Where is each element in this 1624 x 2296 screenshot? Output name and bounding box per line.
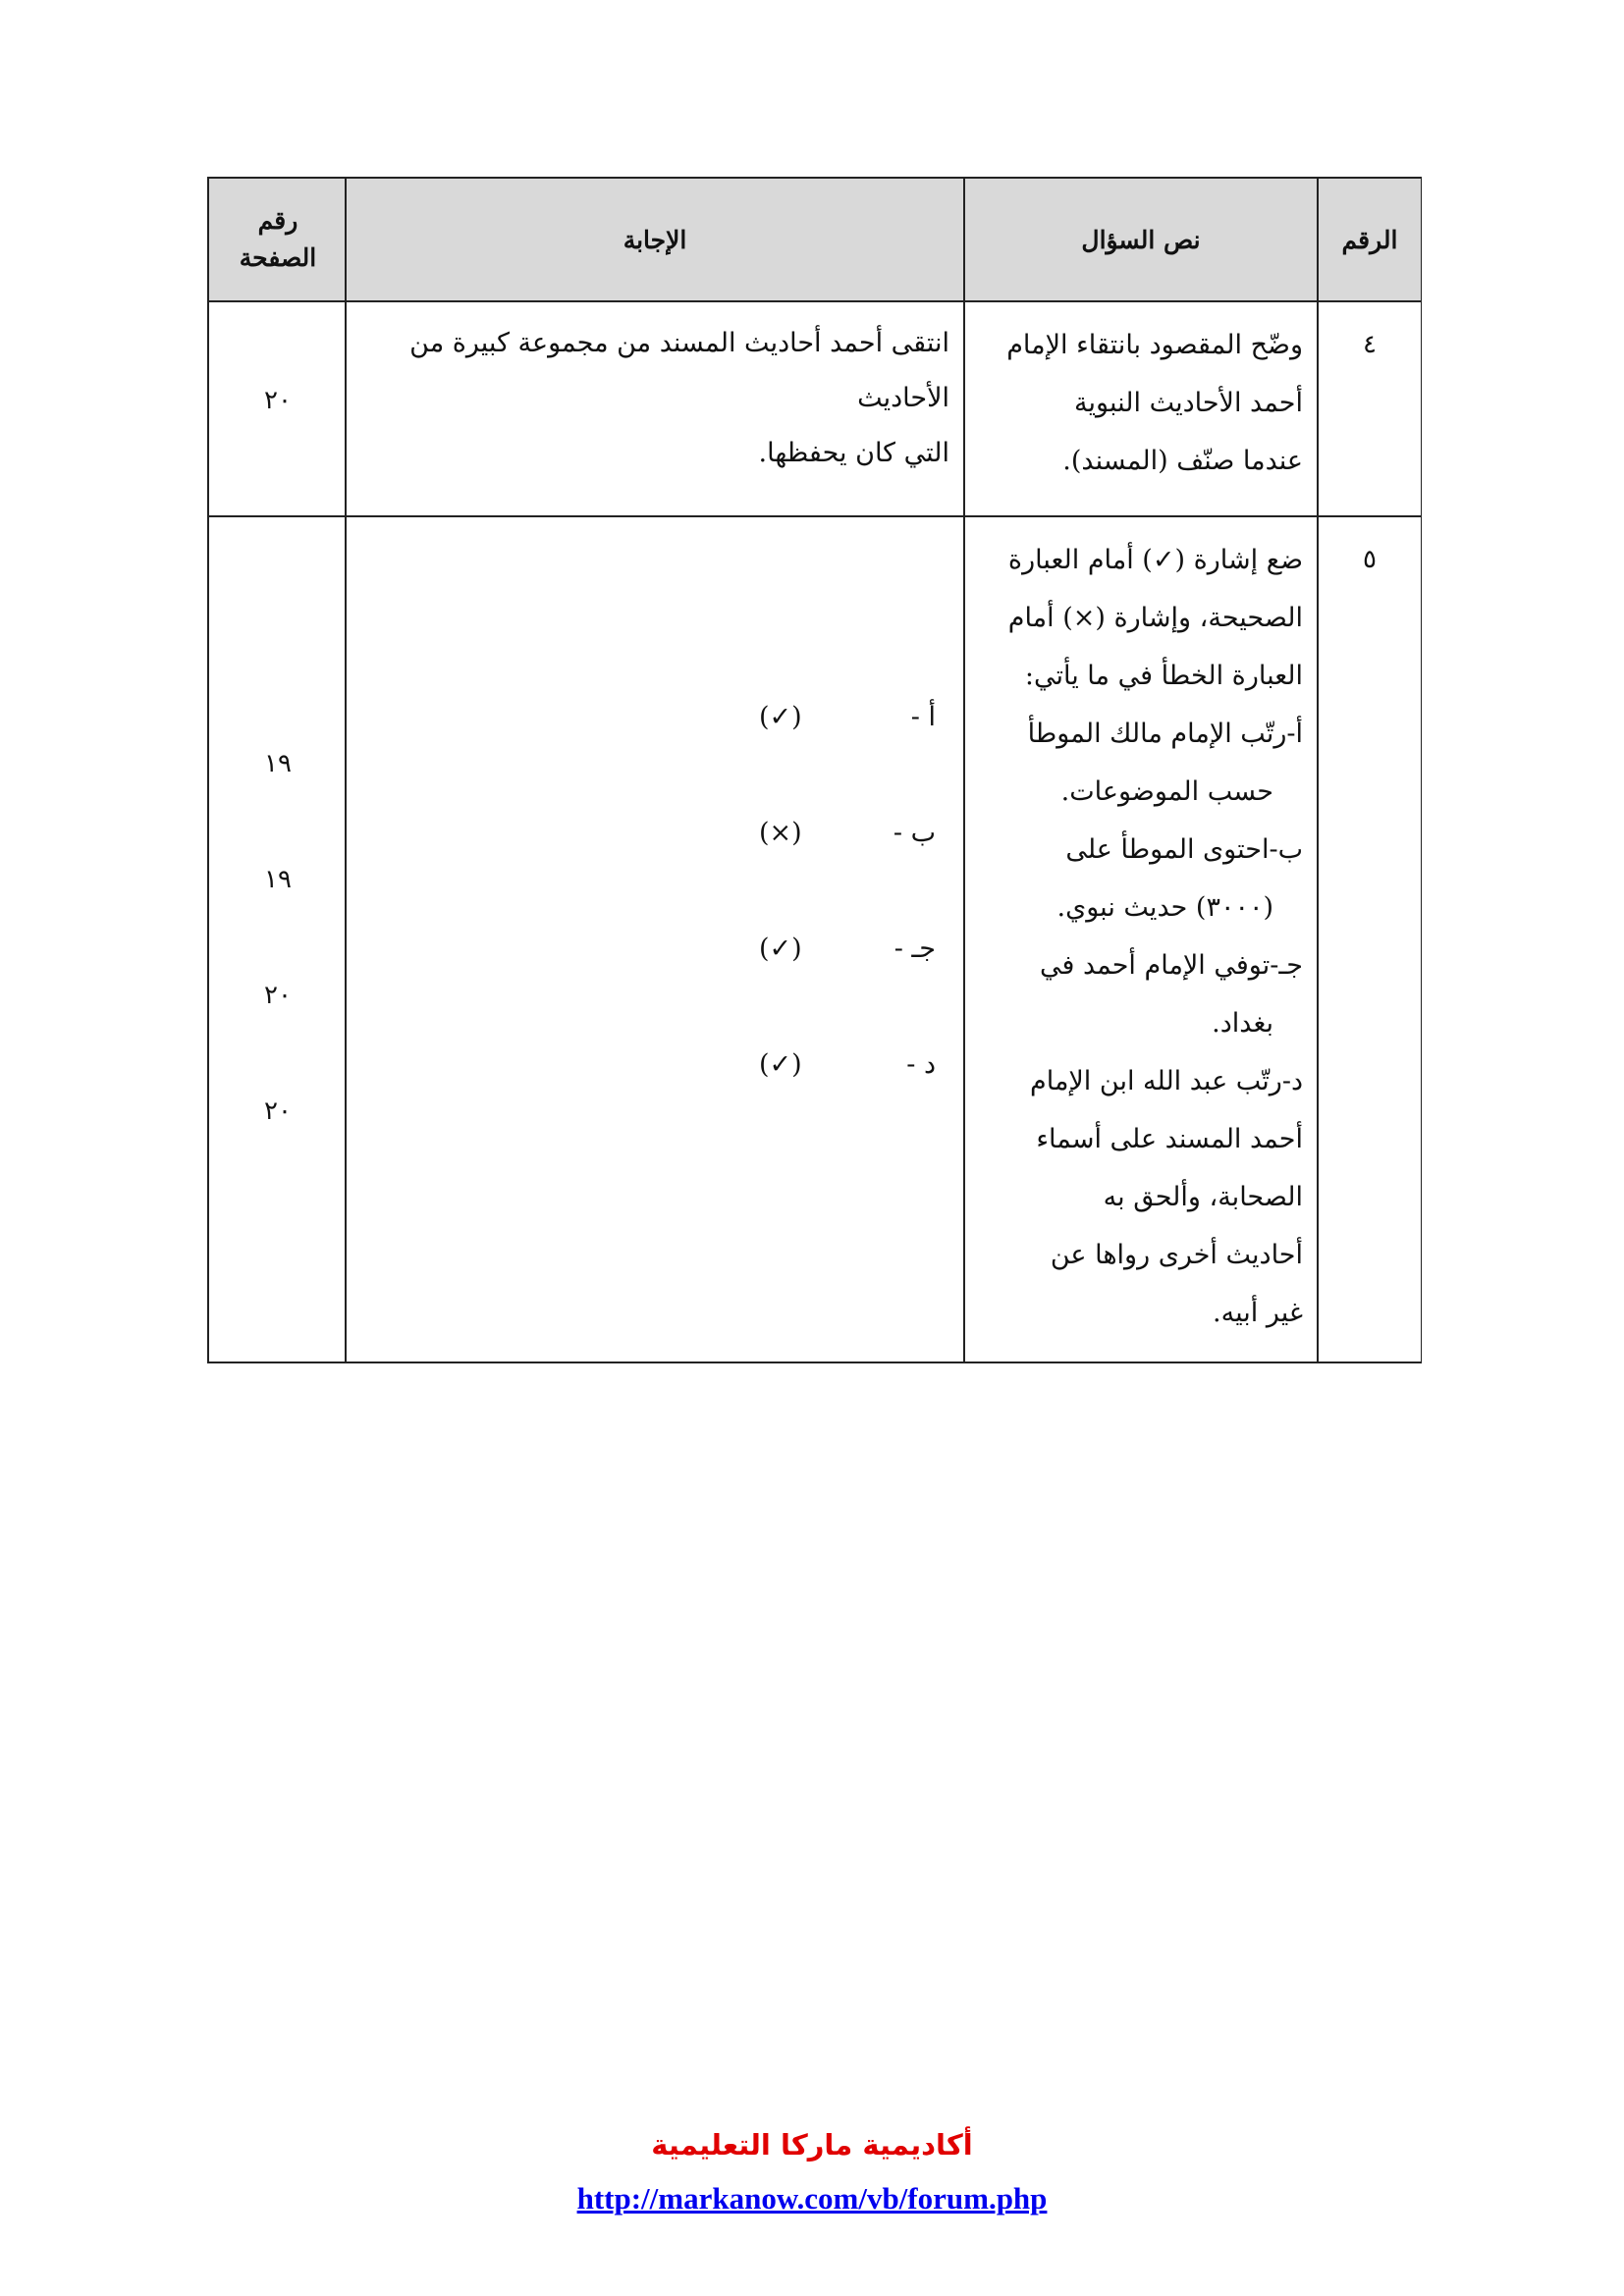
table-header-row (209, 179, 1421, 302)
answer-item (759, 934, 936, 964)
page-number: ٢٠ (264, 981, 292, 1010)
question-text (963, 302, 1317, 515)
page-number: ٢٠ (264, 1096, 292, 1126)
footer-title: أكاديمية ماركا التعليمية (651, 2128, 973, 2162)
answer-letter: جـ - (893, 934, 936, 964)
question-line: (٣٠٠٠) حديث نبوي. (1056, 892, 1273, 923)
question-line: أ-رتّب الإمام مالك الموطأ (1027, 719, 1303, 749)
question-line: غير أبيه. (1213, 1298, 1303, 1328)
question-line: ضع إشارة (✓) أمام العبارة (1007, 545, 1303, 575)
answer-item (759, 818, 936, 848)
answer-mark: (✓) (759, 934, 802, 964)
answer-letter: ب - (893, 818, 936, 848)
row-number: ٤ (1317, 302, 1421, 515)
answer-cell (345, 517, 963, 1362)
answer-line: انتقى أحمد أحاديث المسند من مجموعة كبيرة من الأحاديث (409, 328, 949, 413)
question-line: أحمد الأحاديث النبوية (1074, 388, 1303, 418)
header-page-line2: الصفحة (239, 243, 317, 272)
question-line: الصحابة، وألحق به (1103, 1182, 1303, 1212)
header-page-line1: رقم (257, 206, 298, 235)
answer-mark: (✓) (759, 1049, 802, 1080)
question-line: جـ-توفي الإمام أحمد في (1039, 950, 1303, 981)
header-question: نص السؤال (963, 179, 1317, 300)
answer-letter: د - (906, 1049, 936, 1080)
question-line: الصحيحة، وإشارة (×) أمام (1007, 603, 1303, 633)
header-number: الرقم (1317, 179, 1421, 300)
table-row (209, 302, 1421, 517)
answer-item (759, 1049, 936, 1080)
footer-link[interactable]: http://markanow.com/vb/forum.php (576, 2181, 1048, 2216)
question-line: عندما صنّف (المسند). (1062, 446, 1303, 476)
page-cell (211, 517, 345, 1362)
question-line: العبارة الخطأ في ما يأتي: (1024, 661, 1303, 691)
question-line: أحاديث أخرى رواها عن (1050, 1240, 1303, 1270)
question-line: أحمد المسند على أسماء (1036, 1124, 1303, 1154)
question-line: وضّح المقصود بانتقاء الإمام (1006, 330, 1303, 360)
answer-table (207, 177, 1422, 1363)
answer-line: التي كان يحفظها. (758, 438, 949, 468)
question-line: بغداد. (1212, 1008, 1273, 1039)
answer-mark: (✓) (759, 702, 802, 732)
table-row (209, 517, 1421, 1362)
answer-mark: (×) (759, 818, 802, 848)
page-number: ٢٠ (264, 386, 292, 415)
question-line: د-رتّب عبد الله ابن الإمام (1030, 1066, 1303, 1096)
answer-letter: أ - (910, 702, 936, 732)
page-number: ١٩ (264, 865, 292, 894)
question-line: ب-احتوى الموطأ على (1065, 834, 1303, 865)
page-number: ١٩ (264, 749, 292, 778)
question-text (963, 517, 1317, 1362)
header-page (211, 179, 345, 300)
row-number: ٥ (1317, 517, 1421, 1362)
answer-text (345, 302, 963, 515)
question-line: حسب الموضوعات. (1060, 776, 1273, 807)
answer-item (759, 702, 936, 732)
header-answer: الإجابة (345, 179, 963, 300)
